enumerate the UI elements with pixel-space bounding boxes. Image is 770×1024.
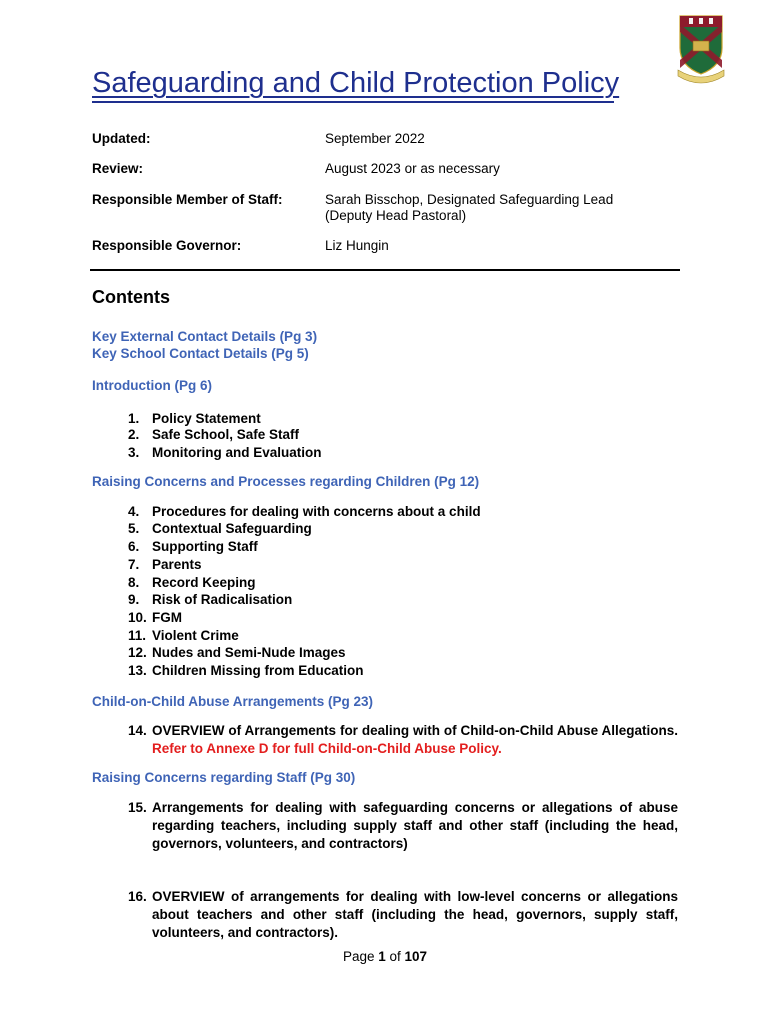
meta-label: Responsible Member of Staff: bbox=[92, 192, 283, 207]
link-introduction[interactable]: Introduction (Pg 6) bbox=[92, 378, 212, 393]
list-item: 12. Nudes and Semi-Nude Images bbox=[128, 645, 346, 660]
link-raising-concerns-children[interactable]: Raising Concerns and Processes regarding Children (Pg 12) bbox=[92, 474, 480, 489]
contents-heading: Contents bbox=[92, 287, 170, 307]
list-item: 5. Contextual Safeguarding bbox=[128, 521, 312, 536]
page-number: Page 1 of 107 bbox=[342, 949, 428, 964]
meta-value-line2: (Deputy Head Pastoral) bbox=[325, 208, 467, 223]
list-item-15: 15. Arrangements for dealing with safeguarding concerns or allegations of abuse regarding teachers, including supply staff and other staff (including the head, governors, volunteers, and contractors) bbox=[128, 800, 678, 851]
meta-label: Review: bbox=[92, 161, 144, 176]
list-item: 1. Policy Statement bbox=[128, 411, 261, 426]
link-raising-concerns-staff[interactable]: Raising Concerns regarding Staff (Pg 30) bbox=[92, 770, 356, 785]
link-school-contacts[interactable]: Key School Contact Details (Pg 5) bbox=[92, 346, 309, 361]
link-child-on-child[interactable]: Child-on-Child Abuse Arrangements (Pg 23) bbox=[92, 694, 374, 709]
list-item: 6. Supporting Staff bbox=[128, 539, 258, 554]
list-item: 11. Violent Crime bbox=[128, 628, 239, 643]
meta-value: Liz Hungin bbox=[325, 238, 389, 253]
list-item: 8. Record Keeping bbox=[128, 575, 256, 590]
list-item: 3. Monitoring and Evaluation bbox=[128, 445, 322, 460]
title-underline bbox=[92, 101, 614, 103]
list-item-16: 16. OVERVIEW of arrangements for dealing with low-level concerns or allegations about teachers and other staff (including the head, governors, supply staff, volunteers, and contractors). bbox=[128, 889, 678, 940]
document-title: Safeguarding and Child Protection Policy bbox=[92, 67, 620, 99]
list-item: 4. Procedures for dealing with concerns about a child bbox=[128, 504, 481, 519]
meta-label: Responsible Governor: bbox=[92, 238, 242, 253]
school-crest-logo bbox=[676, 14, 726, 84]
annexe-note: Refer to Annexe D for full Child-on-Child Abuse Policy. bbox=[152, 741, 502, 756]
list-item: 13. Children Missing from Education bbox=[128, 663, 364, 678]
list-item: 2. Safe School, Safe Staff bbox=[128, 427, 300, 442]
list-item-14: 14. OVERVIEW of Arrangements for dealing with of Child-on-Child Abuse Allegations. Refer to Annexe D for full Child-on-Child Abuse Policy. bbox=[128, 723, 678, 756]
meta-label: Updated: bbox=[92, 131, 151, 146]
list-item: 9. Risk of Radicalisation bbox=[128, 592, 293, 607]
meta-value: August 2023 or as necessary bbox=[325, 161, 500, 176]
list-item: 10. FGM bbox=[128, 610, 182, 625]
meta-value: September 2022 bbox=[325, 131, 425, 146]
header-divider bbox=[90, 269, 680, 271]
list-item: 7. Parents bbox=[128, 557, 202, 572]
meta-value: Sarah Bisschop, Designated Safeguarding Lead bbox=[325, 192, 614, 207]
link-external-contacts[interactable]: Key External Contact Details (Pg 3) bbox=[92, 329, 318, 344]
